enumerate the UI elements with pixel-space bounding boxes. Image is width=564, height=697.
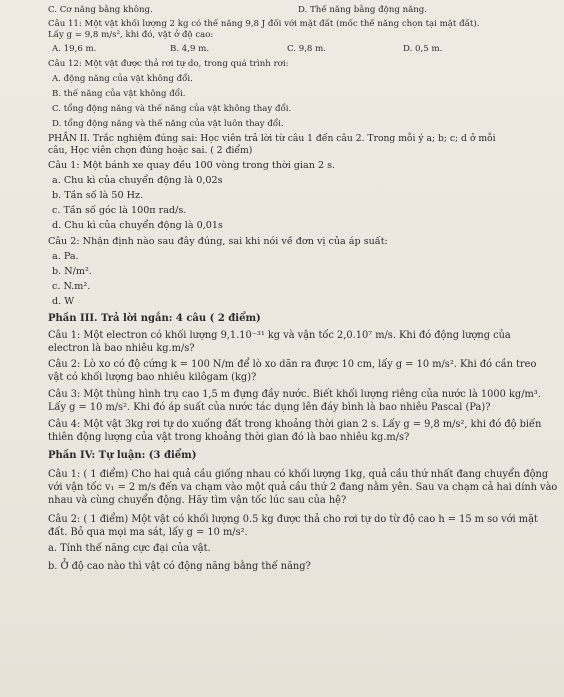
part-4-heading: Phần IV: Tự luận: (3 điểm) [48, 450, 197, 461]
part-4-question-1: Câu 1: ( 1 điểm) Cho hai quả cầu giống nhau có khối lượng 1kg, quả cầu thứ nhất đang chuyển động [48, 469, 549, 480]
part-3-question-1: Câu 1: Một electron có khối lượng 9,1.10⁻³¹ kg và vận tốc 2,0.10⁷ m/s. Khi đó động lượng của [48, 330, 511, 341]
part-4-question-1-cont: với vận tốc v₁ = 2 m/s đến va chạm vào một quả cầu thứ 2 đang nằm yên. Sau va chạm cả hai dính vào [48, 482, 558, 493]
question-11-cont: Lấy g = 9,8 m/s², khi đó, vật ở độ cao: [48, 30, 214, 40]
part-4-question-2: Câu 2: ( 1 điểm) Một vật có khối lượng 0.5 kg được thả cho rơi tự do từ độ cao h = 15 m so với mặt [48, 514, 538, 525]
part-2-heading: PHẦN II. Trắc nghiệm đúng sai: Học viên trả lời từ câu 1 đến câu 2. Trong mỗi ý a; b; c; d ở mỗi [48, 133, 496, 144]
statement-a-q1: a. Chu kì của chuyển động là 0,02s [52, 175, 223, 186]
part-3-question-4: Câu 4: Một vật 3kg rơi tự do xuống đất trong khoảng thời gian 2 s. Lấy g = 9,8 m/s², khi đó độ biến [48, 419, 542, 430]
part-3-heading: Phần III. Trả lời ngắn: 4 câu ( 2 điểm) [48, 313, 261, 324]
statement-b-q2: b. N/m². [52, 266, 92, 277]
part-4-question-2-a: a. Tính thế năng cực đại của vật. [48, 543, 211, 554]
part-3-question-2: Câu 2: Lò xo có độ cứng k = 100 N/m để lò xo dãn ra được 10 cm, lấy g = 10 m/s². Khi đó cần treo [48, 359, 537, 370]
statement-a-q2: a. Pa. [52, 251, 79, 262]
part-2-question-1: Câu 1: Một bánh xe quay đều 100 vòng trong thời gian 2 s. [48, 160, 336, 171]
statement-c-q2: c. N.m². [52, 281, 91, 292]
option-a-q12: A. động năng của vật không đổi. [52, 74, 193, 84]
question-11: Câu 11: Một vật khối lượng 2 kg có thế năng 9,8 J đối với mặt đất (mốc thế năng chọn tại mặt đất). [48, 19, 480, 29]
statement-b-q1: b. Tần số là 50 Hz. [52, 190, 144, 201]
part-3-question-3: Câu 3: Một thùng hình trụ cao 1,5 m đựng đầy nước. Biết khối lượng riêng của nước là 1000 kg/m³. [48, 389, 541, 400]
part-4-question-1-end: nhau và cùng chuyển động. Hãy tìm vận tốc lúc sau của hệ? [48, 495, 347, 506]
option-a-q11: A. 19,6 m. [52, 44, 97, 54]
statement-c-q1: c. Tần số góc là 100π rad/s. [52, 205, 187, 216]
part-4-question-2-cont: đất. Bỏ qua mọi ma sát, lấy g = 10 m/s². [48, 527, 248, 538]
statement-d-q2: d. W [52, 296, 75, 307]
option-b-q11: B. 4,9 m. [170, 44, 210, 54]
option-c-q10: C. Cơ năng bằng không. [48, 5, 153, 15]
option-d-q10: D. Thế năng bằng động năng. [298, 5, 428, 15]
part-2-heading-cont: câu, Học viên chọn đúng hoặc sai. ( 2 điểm) [48, 145, 253, 156]
option-c-q11: C. 9,8 m. [287, 44, 327, 54]
statement-d-q1: d. Chu kì của chuyển động là 0,01s [52, 220, 223, 231]
option-d-q11: D. 0,5 m. [403, 44, 443, 54]
part-2-question-2: Câu 2: Nhận định nào sau đây đúng, sai khi nói về đơn vị của áp suất: [48, 236, 388, 247]
part-3-question-3-cont: Lấy g = 10 m/s². Khi đó áp suất của nước tác dụng lên đáy bình là bao nhiêu Pascal (Pa)? [48, 402, 491, 413]
option-c-q12: C. tổng động năng và thế năng của vật không thay đổi. [52, 104, 292, 114]
part-3-question-1-cont: electron là bao nhiêu kg.m/s? [48, 343, 195, 354]
option-b-q12: B. thế năng của vật không đổi. [52, 89, 186, 99]
part-4-question-2-b: b. Ở độ cao nào thì vật có động năng bằng thế năng? [48, 561, 311, 572]
part-3-question-2-cont: vật có khối lượng bao nhiêu kilôgam (kg)? [48, 372, 257, 383]
part-3-question-4-cont: thiên động lượng của vật trong khoảng thời gian đó là bao nhiêu kg.m/s? [48, 432, 410, 443]
option-d-q12: D. tổng động năng và thế năng của vật luôn thay đổi. [52, 119, 284, 129]
question-12: Câu 12: Một vật được thả rơi tự do, trong quá trình rơi: [48, 59, 289, 69]
